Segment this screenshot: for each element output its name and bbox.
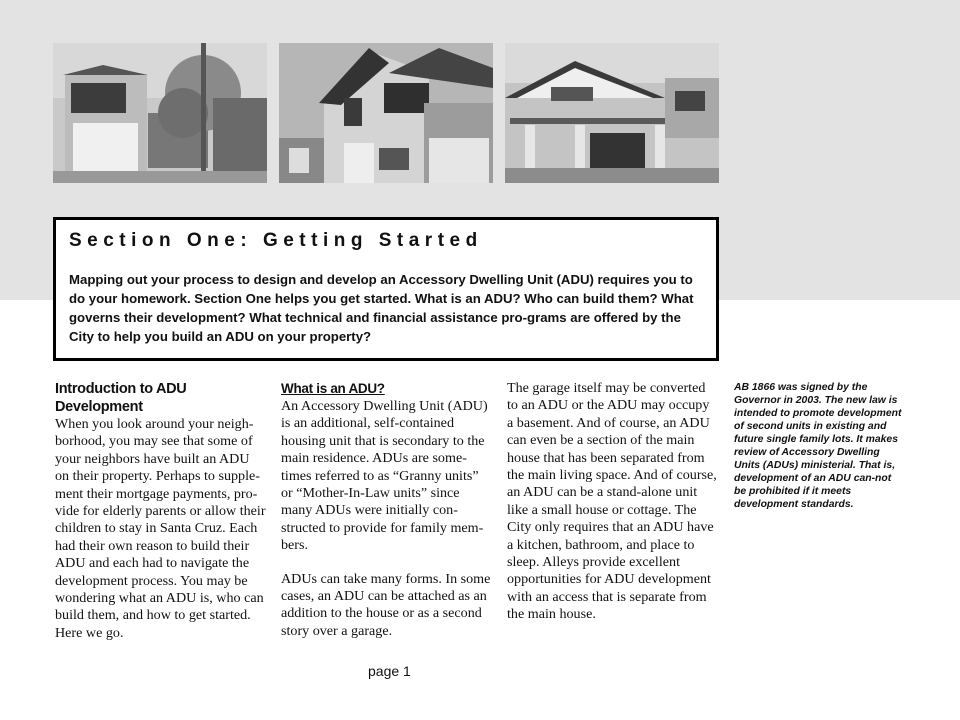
what-is-adu-heading: What is an ADU? [281,381,385,396]
ab1866-sidenote: AB 1866 was signed by the Governor in 2003. The new law is intended to promote development of second units in existing and future single family lots. It makes review of Accessory Dwelling Units (ADUs) ministerial. That is, development of an ADU can-not be prohibited if it meets development standards. [734,382,902,510]
sidenote-column [734,381,904,511]
house-photo-1 [53,43,267,183]
intro-column [55,380,267,642]
section-one-box [53,217,719,361]
what-is-adu-column [281,380,493,640]
intro-body: When you look around your neigh-borhood, you may see that some of your neighbors have built an ADU on their property. Perhaps to supple-ment their mortgage payments, pro-vide for elderly parents or allow their children to stay in Santa Cruz. Each had their own reason to build their ADU and each had to navigate the development process. You may be wondering what an ADU is, who can build them, and how to get started. Here we go. [55,416,266,641]
house-photo-2 [279,43,493,183]
what-is-adu-body-2: ADUs can take many forms. In some cases, an ADU can be attached as an addition to the house or as a second story over a garage. [281,570,491,639]
adu-forms-body: The garage itself may be converted to an ADU or the ADU may occupy a basement. And of course, an ADU can even be a section of the main house that has been separated from the main living space. And of course, an ADU can be a stand-alone unit like a small house or cottage. The City only requires that an ADU have a kitchen, bathroom, and place to sleep. Alleys provide excellent opportunities for ADU development with an access that is separate from the main house. [507,380,717,623]
section-title: Section One: Getting Started [69,230,483,251]
page-number: page 1 [368,663,411,679]
intro-heading: Introduction to ADU Development [55,381,187,415]
adu-forms-column [507,380,719,624]
section-intro: Mapping out your process to design and develop an Accessory Dwelling Unit (ADU) requires you to do your homework. Section One helps you get started. What is an ADU? Who can build them? What governs their development? What technical and financial assistance pro-grams are offered by the City to help you build an ADU on your property? [69,272,694,344]
house-photo-3 [505,43,719,183]
what-is-adu-body-1: An Accessory Dwelling Unit (ADU) is an additional, self-contained housing unit that is secondary to the main residence. ADUs are some-times referred to as “Granny units” or “Mother-In-Law units” since many ADUs were initially con-structed to provide for family mem-bers. [281,398,488,554]
